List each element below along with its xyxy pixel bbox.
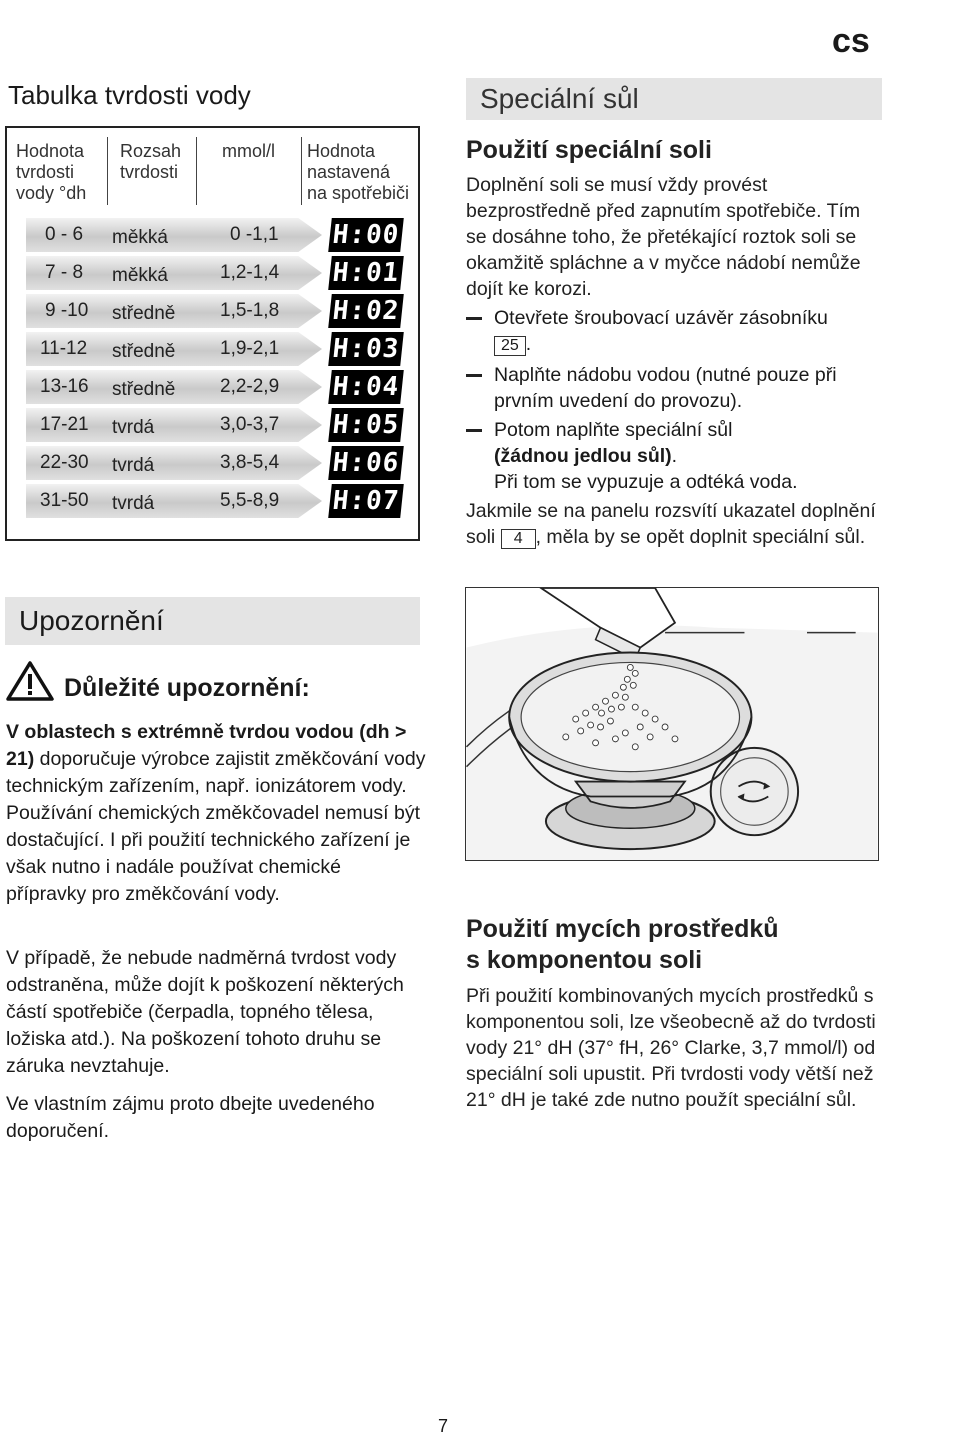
row-display: H:02 bbox=[328, 294, 404, 328]
salt-indicator-reference-box: 4 bbox=[501, 529, 536, 549]
list-item: Otevřete šroubovací uzávěr zásobníku 25 . bbox=[466, 305, 880, 357]
special-salt-heading: Použití speciální soli bbox=[466, 136, 712, 164]
hardness-table-title: Tabulka tvrdosti vody bbox=[8, 80, 251, 110]
special-salt-section-header: Speciální sůl bbox=[466, 78, 882, 120]
row-mmol: 5,5-8,9 bbox=[220, 490, 280, 511]
row-display: H:06 bbox=[328, 446, 404, 480]
row-dh: 13-16 bbox=[40, 376, 89, 397]
row-display: H:07 bbox=[328, 484, 404, 518]
header-divider bbox=[107, 137, 108, 205]
row-dh: 22-30 bbox=[40, 452, 89, 473]
row-range: středně bbox=[112, 303, 176, 324]
header-setting: Hodnota nastavená na spotřebiči bbox=[307, 141, 410, 203]
dash-bullet-icon bbox=[466, 429, 482, 432]
warning-section-header: Upozornění bbox=[5, 597, 420, 645]
row-mmol: 3,0-3,7 bbox=[220, 414, 280, 435]
salt-filling-illustration bbox=[465, 587, 879, 861]
header-range: Rozsah tvrdosti bbox=[120, 141, 182, 182]
row-display: H:05 bbox=[328, 408, 404, 442]
part-reference-box: 25 bbox=[494, 336, 526, 356]
row-dh: 31-50 bbox=[40, 490, 89, 511]
row-mmol: 2,2-2,9 bbox=[220, 376, 280, 397]
row-range: středně bbox=[112, 379, 176, 400]
header-divider bbox=[196, 137, 197, 205]
dash-bullet-icon bbox=[466, 317, 482, 320]
warning-paragraph-3: Ve vlastním zájmu proto dbejte uvedeného doporučení. bbox=[6, 1093, 375, 1142]
row-dh: 7 - 8 bbox=[45, 262, 84, 283]
row-mmol: 3,8-5,4 bbox=[220, 452, 280, 473]
row-mmol: 1,2-1,4 bbox=[220, 262, 280, 283]
row-display: H:00 bbox=[328, 218, 404, 252]
warning-paragraph-1: V oblastech s extrémně tvrdou vodou (dh > 21) doporučuje výrobce zajistit změkčování vody technickým zařízením, např. ionizátorem vody. Používání chemických změkčovadel nemusí být dostačující. I při použití technického zařízení je však nutno i nadále používat chemické přípravky pro změkčování vody. bbox=[6, 721, 426, 905]
row-dh: 0 - 6 bbox=[45, 224, 84, 245]
row-mmol: 1,5-1,8 bbox=[220, 300, 280, 321]
row-mmol: 1,9-2,1 bbox=[220, 338, 280, 359]
row-range: tvrdá bbox=[112, 417, 155, 438]
header-mmol: mmol/l bbox=[222, 141, 275, 161]
row-display: H:01 bbox=[328, 256, 404, 290]
warning-title: Důležité upozornění: bbox=[64, 674, 310, 702]
row-range: měkká bbox=[112, 265, 168, 286]
header-value: Hodnota tvrdosti vody °dh bbox=[16, 141, 87, 203]
language-tag: cs bbox=[832, 22, 870, 60]
row-range: tvrdá bbox=[112, 493, 155, 514]
row-dh: 9 -10 bbox=[45, 300, 89, 321]
refill-paragraph: Jakmile se na panelu rozsvítí ukazatel doplnění soli 4 , měla by se opět doplnit speciální sůl. bbox=[466, 500, 876, 548]
special-salt-intro: Doplnění soli se musí vždy provést bezprostředně před zapnutím spotřebiče. Tím se dosáhne toho, že přetékající roztok soli se okamžitě spláchne a v myčce nádobí nemůže dojít ke korozi. bbox=[466, 174, 861, 300]
row-display: H:04 bbox=[328, 370, 404, 404]
row-range: tvrdá bbox=[112, 455, 155, 476]
combi-detergent-heading: Použití mycích prostředků s komponentou soli bbox=[466, 915, 779, 974]
list-item: Potom naplňte speciální sůl (žádnou jedlou sůl). Při tom se vypuzuje a odtéká voda. bbox=[466, 417, 880, 495]
row-range: středně bbox=[112, 341, 176, 362]
row-range: měkká bbox=[112, 227, 168, 248]
row-dh: 17-21 bbox=[40, 414, 89, 435]
row-dh: 11-12 bbox=[40, 338, 88, 359]
combi-detergent-text: Při použití kombinovaných mycích prostředků s komponentou soli, lze všeobecně až do tvrdosti vody 21° dH (37° fH, 26° Clarke, 3,7 mmol/l) od speciální soli upustit. Při tvrdosti vody větší než 21° dH je také zde nutno použít speciální sůl. bbox=[466, 985, 876, 1111]
dash-bullet-icon bbox=[466, 374, 482, 377]
list-item: Naplňte nádobu vodou (nutné pouze při prvním uvedení do provozu). bbox=[466, 362, 880, 414]
warning-triangle-icon bbox=[5, 660, 55, 702]
warning-paragraph-2: V případě, že nebude nadměrná tvrdost vody odstraněna, může dojít k poškození některých částí spotřebiče (čerpadla, topného tělesa, ložiska atd.). Na poškození tohoto druhu se záruka nevztahuje. bbox=[6, 947, 404, 1077]
page-number: 7 bbox=[438, 1416, 449, 1436]
row-mmol: 0 -1,1 bbox=[230, 224, 279, 245]
row-display: H:03 bbox=[328, 332, 404, 366]
header-divider bbox=[301, 137, 302, 205]
